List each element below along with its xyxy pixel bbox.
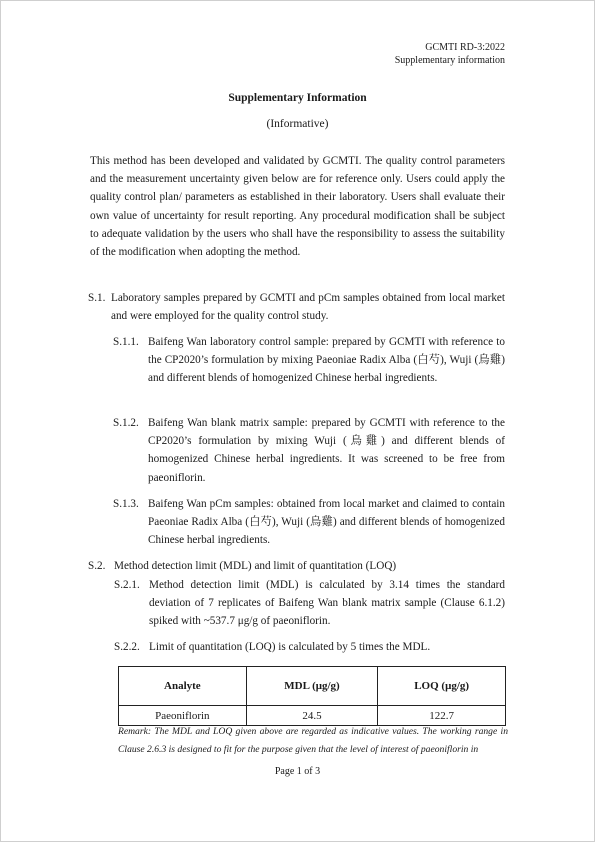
- clause-text: Limit of quantitation (LOQ) is calculated by 5 times the MDL.: [149, 641, 431, 653]
- clause-s2-1: [114, 576, 505, 631]
- clause-s1-3: [113, 495, 505, 550]
- clause-number: S.2.1.: [114, 579, 140, 591]
- table-header-row: [119, 667, 506, 706]
- column-header-mdl: MDL (μg/g): [246, 667, 378, 706]
- document-header: [395, 41, 505, 67]
- cell-loq: 122.7: [378, 706, 506, 726]
- clause-number: S.1.3.: [113, 498, 139, 510]
- section-number: S.2.: [88, 560, 106, 572]
- clause-s2-2: [114, 638, 505, 656]
- clause-number: S.1.2.: [113, 417, 139, 429]
- page-title: Supplementary Information: [228, 92, 367, 104]
- doc-code: GCMTI RD-3:2022: [425, 42, 505, 53]
- clause-number: S.1.1.: [113, 336, 139, 348]
- section-text: Laboratory samples prepared by GCMTI and pCm samples obtained from local market and were employed for the quality control study.: [111, 292, 505, 323]
- column-header-analyte: Analyte: [119, 667, 247, 706]
- column-header-loq: LOQ (μg/g): [378, 667, 506, 706]
- clause-s1-1: [113, 333, 505, 388]
- clause-text: Baifeng Wan blank matrix sample: prepared by GCMTI with reference to the CP2020’s formulation by mixing Wuji (烏雞) and different blends of homogenized Chinese herbal ingredients. It was screened to be free from paeoniflorin.: [148, 417, 505, 484]
- section-text: Method detection limit (MDL) and limit of quantitation (LOQ): [114, 560, 397, 572]
- clause-text: Baifeng Wan pCm samples: obtained from local market and claimed to contain Paeoniae Radix Alba (白芍), Wuji (烏雞) and different blends of homogenized Chinese herbal ingredients.: [148, 498, 505, 547]
- cell-mdl: 24.5: [246, 706, 378, 726]
- clause-s1-2: [113, 414, 505, 487]
- table-remark: Remark: The MDL and LOQ given above are regarded as indicative values. The working range in Clause 2.6.3 is designed to fit for the purpose given that the level of interest of paeoniflorin in: [118, 726, 508, 755]
- clause-text: Method detection limit (MDL) is calculated by 3.14 times the standard deviation of 7 replicates of Baifeng Wan blank matrix sample (Clause 6.1.2) spiked with ~537.7 μg/g of paeoniflorin.: [149, 579, 505, 628]
- cell-analyte: Paeoniflorin: [119, 706, 247, 726]
- section-number: S.1.: [88, 292, 106, 304]
- intro-paragraph: This method has been developed and validated by GCMTI. The quality control parameters and the measurement uncertainty given below are for reference only. Users could apply the quality control plan/ parameters as established in their laboratory. Users shall evaluate their own value of uncertainty for result reporting. Any procedural modification shall be subject to adequate validation by the users who shall have the responsibility to assess the suitability of the modification when adopting the method.: [90, 155, 505, 259]
- clause-number: S.2.2.: [114, 641, 140, 653]
- doc-type: Supplementary information: [394, 55, 505, 66]
- section-s2: [88, 557, 505, 575]
- mdl-loq-table: [118, 666, 506, 726]
- page-subtitle: (Informative): [266, 118, 329, 130]
- page-number: Page 1 of 3: [274, 766, 321, 777]
- section-s1: [88, 289, 505, 325]
- clause-text: Baifeng Wan laboratory control sample: prepared by GCMTI with reference to the CP2020’s formulation by mixing Paeoniae Radix Alba (白芍), Wuji (烏雞) and different blends of homogenized Chinese herbal ingredients.: [148, 336, 505, 385]
